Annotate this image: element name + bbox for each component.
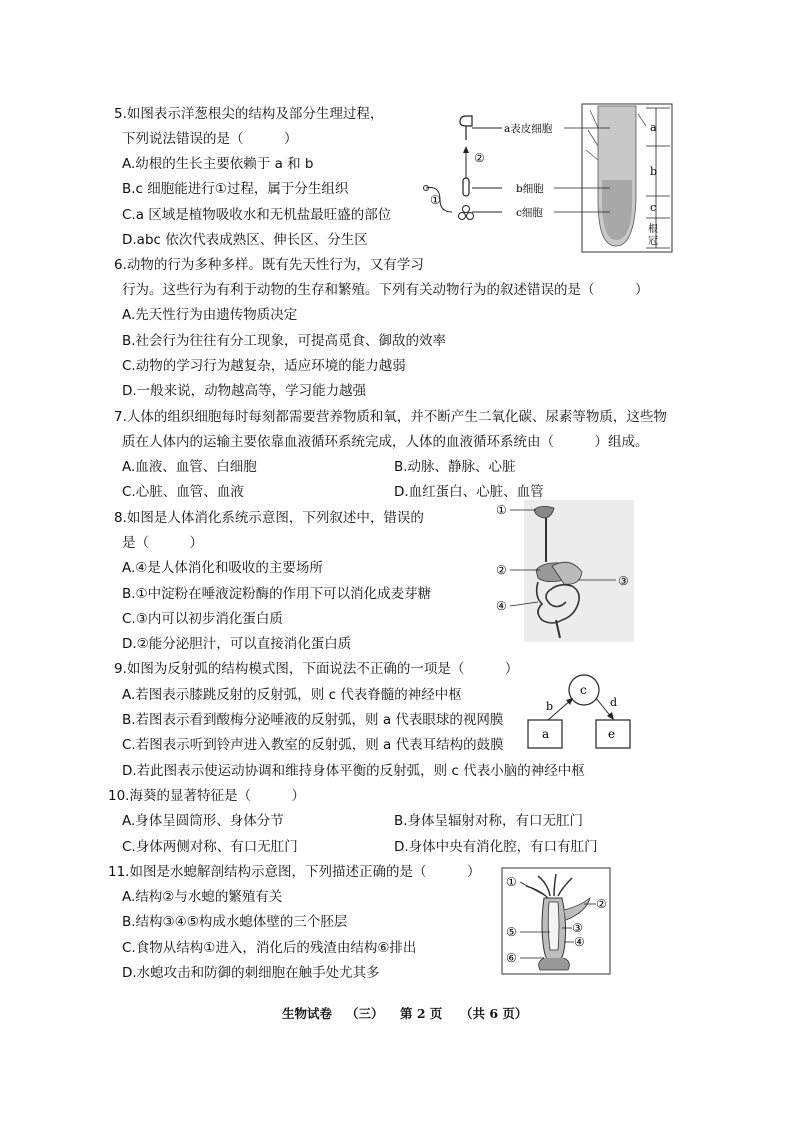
q11-option-b: B.结构③④⑤构成水螅体壁的三个胚层: [122, 914, 348, 930]
reflex-b-label: b: [546, 700, 554, 713]
q5-option-a: A.幼根的生长主要依赖于 a 和 b: [122, 156, 314, 172]
digestive-label-4: ④: [496, 599, 507, 613]
hydra-label-5: ⑤: [506, 925, 517, 939]
digestive-system-figure: [494, 500, 644, 645]
q7-option-c: C.心脏、血管、血液: [122, 484, 244, 500]
reflex-d-label: d: [610, 696, 618, 709]
q11-option-d: D.水螅攻击和防御的刺细胞在触手处尤其多: [122, 965, 380, 981]
digestive-label-2: ②: [496, 563, 507, 577]
q9-option-a: A.若图表示膝跳反射的反射弧，则 c 代表脊髓的神经中枢: [122, 687, 462, 703]
q5-stem-line1: 5.如图表示洋葱根尖的结构及部分生理过程，: [114, 106, 384, 122]
zone-b-label: b: [650, 165, 658, 178]
zone-c-label: c: [650, 201, 657, 214]
q10-option-a: A.身体呈圆筒形、身体分节: [122, 813, 284, 829]
q10-option-b: B.身体呈辐射对称，有口无肛门: [394, 813, 584, 829]
q8-option-b: B.①中淀粉在唾液淀粉酶的作用下可以消化成麦芽糖: [122, 586, 432, 602]
q5-option-c: C.a 区域是植物吸收水和无机盐最旺盛的部位: [122, 207, 392, 223]
q11-option-a: A.结构②与水螅的繁殖有关: [122, 889, 283, 905]
reflex-c-label: c: [580, 683, 587, 697]
hydra-label-1: ①: [506, 875, 517, 889]
reflex-arc-figure: [520, 670, 650, 752]
process-1-label: ①: [430, 193, 441, 207]
q6-option-a: A.先天性行为由遗传物质决定: [122, 307, 298, 323]
hydra-figure: [500, 866, 615, 978]
q7-option-a: A.血液、血管、白细胞: [122, 459, 257, 475]
hydra-label-4: ④: [574, 935, 585, 949]
onion-root-tip-figure: [410, 100, 675, 255]
q10-option-c: C.身体两侧对称、有口无肛门: [122, 839, 298, 855]
q8-stem-line2: 是（ ）: [122, 535, 203, 551]
q7-stem-line1: 7.人体的组织细胞每时每刻都需要营养物质和氧，并不断产生二氧化碳、尿素等物质，这些物: [114, 409, 667, 425]
q11-stem: 11.如图是水螅解剖结构示意图，下列描述正确的是（ ）: [108, 864, 481, 880]
a-cell-label: a表皮细胞: [504, 123, 553, 135]
footer-page: 第 2 页: [400, 1006, 443, 1021]
q6-stem-line2: 行为。这些行为有利于动物的生存和繁殖。下列有关动物行为的叙述错误的是（ ）: [122, 282, 649, 298]
hydra-label-3: ③: [572, 921, 583, 935]
process-2-label: ②: [474, 151, 485, 165]
zone-a-label: a: [650, 121, 657, 134]
q8-option-d: D.②能分泌胆汁，可以直接消化蛋白质: [122, 636, 352, 652]
q9-option-d: D.若此图表示使运动协调和维持身体平衡的反射弧，则 c 代表小脑的神经中枢: [122, 763, 585, 779]
digestive-label-1: ①: [496, 503, 507, 517]
footer-subject: 生物试卷: [282, 1006, 333, 1021]
c-cell-label: c细胞: [516, 207, 543, 219]
q5-option-b: B.c 细胞能进行①过程，属于分生组织: [122, 181, 349, 197]
q11-option-c: C.食物从结构①进入，消化后的残渣由结构⑥排出: [122, 940, 417, 956]
q8-stem-line1: 8.如图是人体消化系统示意图，下列叙述中，错误的: [114, 510, 424, 526]
b-cell-label: b细胞: [516, 183, 544, 195]
q6-option-c: C.动物的学习行为越复杂，适应环境的能力越弱: [122, 358, 406, 374]
reflex-e-label: e: [608, 727, 616, 741]
q9-stem: 9.如图为反射弧的结构模式图，下面说法不正确的一项是（ ）: [114, 661, 519, 677]
footer-paper: （三）: [346, 1006, 384, 1021]
q6-option-d: D.一般来说，动物越高等，学习能力越强: [122, 383, 367, 399]
q9-option-c: C.若图表示听到铃声进入教室的反射弧，则 a 代表耳结构的鼓膜: [122, 737, 504, 753]
q8-option-c: C.③内可以初步消化蛋白质: [122, 611, 283, 627]
zone-cap-label-2: 冠: [648, 236, 658, 247]
q5-stem-line2: 下列说法错误的是（ ）: [122, 131, 298, 147]
footer-total: （共 6 页）: [460, 1006, 528, 1021]
zone-cap-label-1: 根: [648, 224, 658, 235]
q10-option-d: D.身体中央有消化腔，有口有肛门: [394, 839, 598, 855]
hydra-label-6: ⑥: [506, 951, 517, 965]
q7-option-d: D.血红蛋白、心脏、血管: [394, 484, 544, 500]
q9-option-b: B.若图表示看到酸梅分泌唾液的反射弧，则 a 代表眼球的视网膜: [122, 712, 504, 728]
digestive-label-3: ③: [618, 574, 629, 588]
q10-stem: 10.海葵的显著特征是（ ）: [108, 788, 305, 804]
q8-option-a: A.④是人体消化和吸收的主要场所: [122, 560, 323, 576]
reflex-a-label: a: [542, 727, 550, 741]
q5-option-d: D.abc 依次代表成熟区、伸长区、分生区: [122, 232, 368, 248]
q7-option-b: B.动脉、静脉、心脏: [394, 459, 516, 475]
q6-stem-line1: 6.动物的行为多种多样。既有先天性行为，又有学习: [114, 257, 424, 273]
q6-option-b: B.社会行为往往有分工现象，可提高觅食、御敌的效率: [122, 333, 447, 349]
q7-stem-line2: 质在人体内的运输主要依靠血液循环系统完成，人体的血液循环系统由（ ）组成。: [122, 434, 649, 450]
hydra-label-2: ②: [596, 897, 607, 911]
